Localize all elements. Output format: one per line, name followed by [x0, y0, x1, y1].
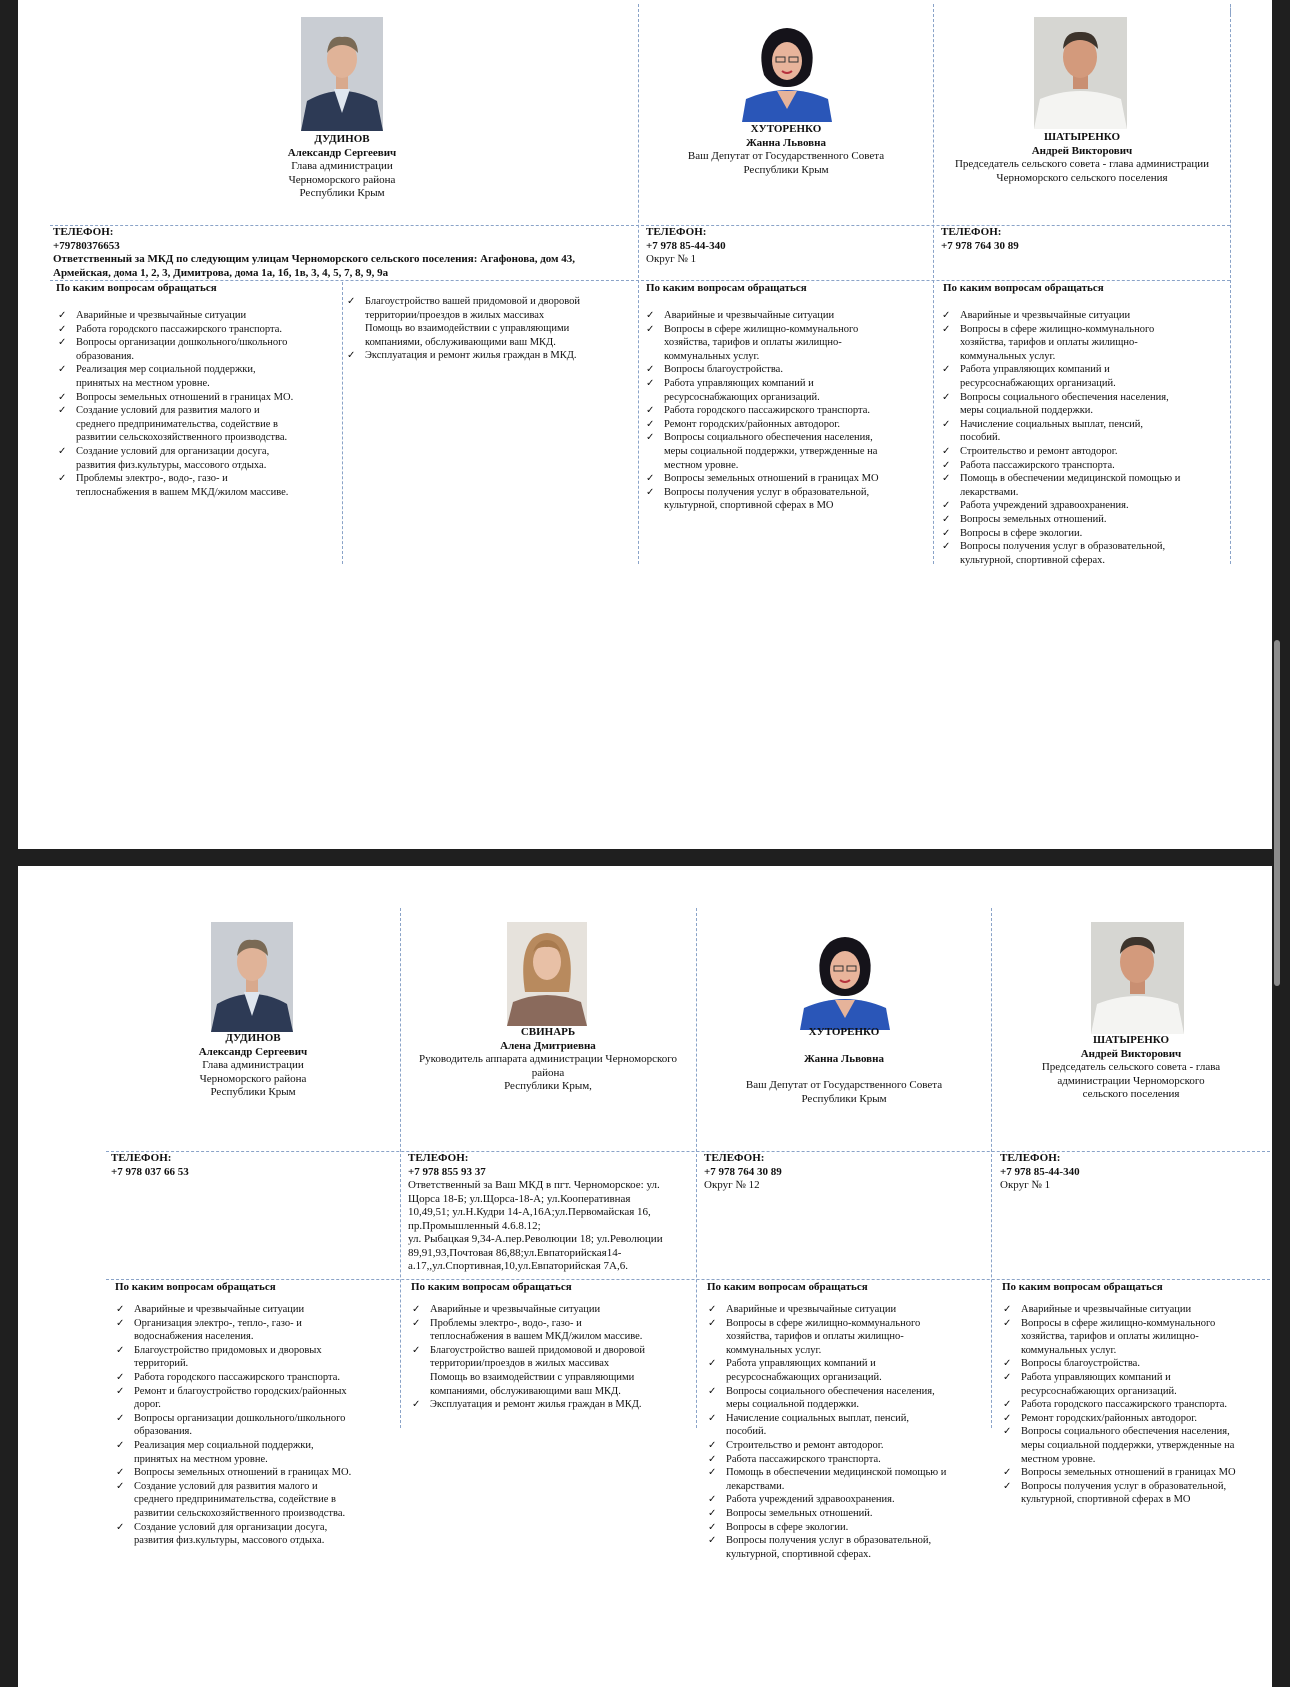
person-surname: ХУТОРЕНКО	[808, 1026, 880, 1038]
list-item-continuation: коммунальных услуг.	[726, 1344, 822, 1356]
person-position: Ваш Депутат от Государственного Совета	[687, 150, 885, 162]
portrait-photo-svinar	[507, 922, 587, 1026]
person-position: Глава администрации	[202, 1059, 304, 1071]
list-item-continuation: хозяйства, тарифов и оплаты жилищно-	[960, 337, 1138, 349]
list-item-continuation: меры социальной поддержки, утвержденные на	[664, 445, 878, 457]
list-item-continuation: образования.	[134, 1426, 193, 1438]
phone-label: ТЕЛЕФОН:	[646, 226, 707, 238]
list-item: ✓ Ремонт городских/районных автодорог.	[644, 418, 932, 432]
list-item: ✓ Вопросы земельных отношений.	[940, 513, 1230, 527]
district-note: Округ № 1	[1000, 1179, 1051, 1191]
person-first-name: Жанна Львовна	[746, 136, 826, 149]
list-item: ✓ Аварийные и чрезвычайные ситуации	[706, 1303, 990, 1317]
list-item-continuation: водоснабжения населения.	[134, 1331, 254, 1343]
contact-note: 89,91,93,Почтовая 86,88;ул.Евпаторийская14-	[408, 1246, 622, 1259]
contact-block	[111, 1152, 397, 1179]
list-item-continuation: развития физ.культуры, массового отдыха.	[76, 459, 267, 471]
list-item-continuation: пособий.	[960, 432, 1001, 444]
list-item-continuation: территории/проездов в жилых массивах	[430, 1358, 610, 1370]
list-item: ✓ Вопросы организации дошкольного/школьного	[56, 336, 341, 350]
list-item-continuation: теплоснабжения в вашем МКД/жилом массиве.	[430, 1331, 643, 1343]
list-item: ✓ Работа управляющих компаний и	[940, 363, 1230, 377]
list-item-continuation: Помощь во взаимодействии с управляющими	[430, 1371, 635, 1383]
questions-list	[644, 309, 932, 513]
list-item: ✓ Аварийные и чрезвычайные ситуации	[114, 1303, 399, 1317]
list-item: ✓ Вопросы в сфере экологии.	[706, 1521, 990, 1535]
list-item: ✓ Реализация мер социальной поддержки,	[56, 363, 341, 377]
list-item: ✓ Вопросы земельных отношений в границах МО	[644, 472, 932, 486]
list-item: ✓ Вопросы земельных отношений.	[706, 1507, 990, 1521]
list-item: ✓ Вопросы в сфере жилищно-коммунального	[706, 1317, 990, 1331]
portrait-photo-khutorenko	[800, 926, 890, 1030]
person-position: Черноморского сельского поселения	[996, 171, 1168, 184]
list-item: ✓ Работа пассажирского транспорта.	[706, 1453, 990, 1467]
questions-list	[114, 1303, 399, 1548]
list-item: ✓ Работа городского пассажирского транспорта.	[1001, 1398, 1271, 1412]
contact-note: 10,49,51; ул.Н.Кудри 14-А,16А;ул.Первомайская 16,	[408, 1206, 651, 1218]
person-card-khutorenko	[700, 1026, 988, 1106]
list-item: ✓ Работа управляющих компаний и	[644, 377, 932, 391]
list-item: ✓ Ремонт и благоустройство городских/районных	[114, 1385, 399, 1399]
district-note: Округ № 1	[646, 253, 697, 265]
person-position: Руководитель аппарата администрации Черноморского	[419, 1053, 677, 1065]
list-item: ✓ Вопросы в сфере жилищно-коммунального	[1001, 1317, 1271, 1331]
document-page-1	[18, 0, 1272, 849]
list-item-continuation: ресурсоснабжающих организаций.	[726, 1371, 882, 1383]
list-item: ✓ Организация электро-, тепло-, газо- и	[114, 1317, 399, 1331]
person-card-khutorenko	[643, 123, 929, 177]
contact-block	[1000, 1152, 1270, 1193]
contact-note: Армейская, дома 1, 2, 3, Димитрова, дома 1а, 1б, 1в, 3, 4, 5, 7, 8, 9, 9а	[53, 266, 389, 279]
person-position: Ваш Депутат от Государственного Совета	[745, 1079, 943, 1091]
list-item: ✓ Работа управляющих компаний и	[1001, 1371, 1271, 1385]
questions-title: По каким вопросам обращаться	[707, 1281, 868, 1293]
questions-list	[706, 1303, 990, 1561]
list-item: ✓ Вопросы получения услуг в образовательной,	[1001, 1480, 1271, 1494]
person-surname: СВИНАРЬ	[520, 1026, 576, 1038]
column-divider	[400, 908, 401, 1428]
questions-list	[56, 309, 341, 499]
person-position: Республики Крым	[743, 163, 829, 176]
portrait-photo-dudinov	[211, 922, 293, 1032]
questions-list	[345, 295, 635, 363]
list-item: ✓ Работа пассажирского транспорта.	[940, 459, 1230, 473]
person-position: Республики Крым	[210, 1086, 296, 1098]
list-item-continuation: местном уровне.	[1021, 1453, 1096, 1465]
contact-block	[704, 1152, 988, 1193]
person-position: администрации Черноморского	[1057, 1074, 1205, 1087]
person-position: Черноморского района	[199, 1072, 307, 1085]
column-divider	[342, 282, 343, 564]
portrait-photo-khutorenko	[742, 17, 832, 122]
person-first-name: Андрей Викторович	[1080, 1047, 1182, 1060]
list-item: ✓ Создание условий для развития малого и	[114, 1480, 399, 1494]
contact-block	[53, 226, 638, 280]
list-item: ✓ Благоустройство придомовых и дворовых	[114, 1344, 399, 1358]
person-surname: ХУТОРЕНКО	[750, 123, 822, 135]
list-item: ✓ Вопросы в сфере жилищно-коммунального	[644, 323, 932, 337]
questions-list	[410, 1303, 695, 1412]
list-item-continuation: ресурсоснабжающих организаций.	[960, 377, 1116, 389]
phone-label: ТЕЛЕФОН:	[408, 1152, 469, 1164]
list-item-continuation: среднего предпринимательства, содействие в	[76, 418, 278, 430]
list-item: ✓ Аварийные и чрезвычайные ситуации	[644, 309, 932, 323]
column-divider	[638, 4, 639, 564]
list-item: ✓ Помощь в обеспечении медицинской помощью и	[940, 472, 1230, 486]
list-item-continuation: лекарствами.	[726, 1480, 785, 1492]
row-divider	[50, 280, 1230, 281]
column-divider	[696, 908, 697, 1428]
person-first-name: Александр Сергеевич	[287, 146, 397, 159]
person-card-shatyrenko	[995, 1034, 1267, 1102]
questions-title: По каким вопросам обращаться	[943, 282, 1104, 294]
list-item: ✓ Вопросы социального обеспечения населения,	[1001, 1425, 1271, 1439]
list-item: ✓ Начисление социальных выплат, пенсий,	[706, 1412, 990, 1426]
list-item: ✓ Эксплуатация и ремонт жилья граждан в МКД.	[345, 349, 635, 363]
portrait-photo-dudinov	[301, 17, 383, 131]
district-note: Округ № 12	[704, 1179, 760, 1191]
list-item: ✓ Создание условий для организации досуга,	[56, 445, 341, 459]
list-item: ✓ Аварийные и чрезвычайные ситуации	[56, 309, 341, 323]
list-item: ✓ Аварийные и чрезвычайные ситуации	[410, 1303, 695, 1317]
list-item: ✓ Вопросы получения услуг в образовательной,	[940, 540, 1230, 554]
list-item: ✓ Вопросы в сфере экологии.	[940, 527, 1230, 541]
contact-block	[646, 226, 930, 267]
list-item: ✓ Вопросы организации дошкольного/школьного	[114, 1412, 399, 1426]
list-item-continuation: меры социальной поддержки, утвержденные на	[1021, 1439, 1235, 1451]
list-item-continuation: принятых на местном уровне.	[134, 1453, 268, 1465]
list-item: ✓ Вопросы получения услуг в образовательной,	[644, 486, 932, 500]
list-item-continuation: теплоснабжения в вашем МКД/жилом массиве.	[76, 486, 289, 498]
phone-number[interactable]: +7 978 855 93 37	[408, 1165, 486, 1178]
list-item-continuation: коммунальных услуг.	[664, 350, 760, 362]
list-item-continuation: пособий.	[726, 1426, 767, 1438]
person-position: сельского поселения	[1082, 1088, 1180, 1100]
list-item: ✓ Строительство и ремонт автодорог.	[940, 445, 1230, 459]
person-surname: ДУДИНОВ	[225, 1032, 281, 1044]
person-position: Республики Крым	[801, 1092, 887, 1105]
questions-title: По каким вопросам обращаться	[411, 1281, 572, 1293]
list-item: ✓ Вопросы благоустройства.	[1001, 1357, 1271, 1371]
list-item: ✓ Строительство и ремонт автодорог.	[706, 1439, 990, 1453]
list-item: ✓ Вопросы благоустройства.	[644, 363, 932, 377]
list-item-continuation: дорог.	[134, 1399, 161, 1411]
column-divider	[933, 4, 934, 564]
list-item-continuation: развития физ.культуры, массового отдыха.	[134, 1535, 325, 1547]
phone-number[interactable]: +7 978 85-44-340	[1000, 1165, 1080, 1178]
person-position: Глава администрации	[291, 160, 393, 172]
list-item-continuation: коммунальных услуг.	[960, 350, 1056, 362]
list-item: ✓ Создание условий для организации досуга,	[114, 1521, 399, 1535]
person-first-name: Жанна Львовна	[804, 1052, 884, 1065]
list-item-continuation: местном уровне.	[664, 459, 739, 471]
person-first-name: Алена Дмитриевна	[500, 1039, 596, 1052]
portrait-photo-shatyrenko	[1034, 17, 1127, 129]
list-item-continuation: меры социальной поддержки.	[960, 405, 1094, 417]
list-item-continuation: ресурсоснабжающих организаций.	[1021, 1385, 1177, 1397]
list-item: ✓ Благоустройство вашей придомовой и дворовой	[410, 1344, 695, 1358]
contact-block	[408, 1152, 694, 1274]
person-position: Республики Крым	[299, 187, 385, 199]
contact-note: Щорса 18-Б; ул.Щорса-18-А; ул.Кооперативная	[408, 1192, 631, 1205]
list-item: ✓ Аварийные и чрезвычайные ситуации	[940, 309, 1230, 323]
questions-list	[940, 309, 1230, 567]
list-item: ✓ Аварийные и чрезвычайные ситуации	[1001, 1303, 1271, 1317]
list-item-continuation: развитии сельскохозяйственного производства.	[76, 432, 288, 444]
questions-title: По каким вопросам обращаться	[1002, 1281, 1163, 1293]
list-item: ✓ Проблемы электро-, водо-, газо- и	[56, 472, 341, 486]
phone-number[interactable]: +7 978 85-44-340	[646, 239, 726, 252]
list-item-continuation: компаниями, обслуживающими ваш МКД.	[430, 1385, 621, 1397]
list-item: ✓ Работа городского пассажирского транспорта.	[56, 323, 341, 337]
list-item-continuation: меры социальной поддержки.	[726, 1399, 860, 1411]
list-item-continuation: территорий.	[134, 1358, 189, 1370]
contact-block	[941, 226, 1225, 253]
list-item: ✓ Эксплуатация и ремонт жилья граждан в МКД.	[410, 1398, 695, 1412]
phone-label: ТЕЛЕФОН:	[704, 1152, 765, 1164]
phone-label: ТЕЛЕФОН:	[941, 226, 1002, 238]
phone-label: ТЕЛЕФОН:	[111, 1152, 172, 1164]
column-divider	[991, 908, 992, 1428]
person-first-name: Александр Сергеевич	[198, 1045, 308, 1058]
person-card-dudinov	[108, 1032, 398, 1100]
list-item: ✓ Вопросы социального обеспечения населения,	[644, 431, 932, 445]
contact-note: Ответственный за МКД по следующим улицам Черноморского сельского поселения: Агафонова, дом 43,	[53, 253, 576, 265]
questions-list	[1001, 1303, 1271, 1507]
list-item-continuation: территории/проездов в жилых массивах	[365, 309, 545, 321]
list-item-continuation: хозяйства, тарифов и оплаты жилищно-	[726, 1331, 904, 1343]
phone-number[interactable]: +7 978 037 66 53	[111, 1165, 189, 1178]
questions-title: По каким вопросам обращаться	[115, 1281, 276, 1293]
contact-note: Ответственный за Ваш МКД в пгт. Черноморское: ул.	[408, 1179, 660, 1191]
phone-number[interactable]: +7 978 764 30 89	[704, 1165, 782, 1178]
contact-note: пр.Промышленный 4.6.8.12;	[408, 1219, 541, 1232]
person-position: района	[531, 1066, 565, 1079]
phone-number[interactable]: +7 978 764 30 89	[941, 239, 1019, 252]
phone-number[interactable]: +79780376653	[53, 239, 120, 252]
questions-title: По каким вопросам обращаться	[646, 282, 807, 294]
list-item-continuation: компаниями, обслуживающими ваш МКД.	[365, 336, 556, 348]
list-item: ✓ Вопросы земельных отношений в границах МО.	[56, 391, 341, 405]
person-position: Председатель сельского совета - глава администрации	[954, 158, 1210, 170]
list-item-continuation: принятых на местном уровне.	[76, 377, 210, 389]
list-item: ✓ Работа учреждений здравоохранения.	[940, 499, 1230, 513]
vertical-scrollbar[interactable]	[1274, 640, 1280, 986]
list-item: ✓ Проблемы электро-, водо-, газо- и	[410, 1317, 695, 1331]
row-divider	[106, 1279, 1270, 1280]
questions-title: По каким вопросам обращаться	[56, 282, 217, 294]
person-position: Председатель сельского совета - глава	[1041, 1061, 1221, 1073]
person-position: Черноморского района	[288, 173, 396, 186]
list-item: ✓ Вопросы социального обеспечения населения,	[706, 1385, 990, 1399]
list-item: ✓ Работа городского пассажирского транспорта.	[644, 404, 932, 418]
list-item-continuation: образования.	[76, 350, 135, 362]
list-item: ✓ Вопросы земельных отношений в границах МО	[1001, 1466, 1271, 1480]
column-divider	[1230, 4, 1231, 564]
list-item: ✓ Работа городского пассажирского транспорта.	[114, 1371, 399, 1385]
person-first-name: Андрей Викторович	[1031, 144, 1133, 157]
list-item-continuation: культурной, спортивной сферах в МО	[664, 500, 834, 512]
person-surname: ШАТЫРЕНКО	[1092, 1034, 1170, 1046]
person-position: Республики Крым,	[504, 1080, 592, 1092]
portrait-photo-shatyrenko	[1091, 922, 1184, 1034]
list-item-continuation: культурной, спортивной сферах в МО	[1021, 1494, 1191, 1506]
list-item: ✓ Создание условий для развития малого и	[56, 404, 341, 418]
person-card-shatyrenko	[937, 131, 1227, 185]
list-item-continuation: коммунальных услуг.	[1021, 1344, 1117, 1356]
person-surname: ДУДИНОВ	[314, 133, 370, 145]
list-item: ✓ Реализация мер социальной поддержки,	[114, 1439, 399, 1453]
list-item: ✓ Вопросы земельных отношений в границах МО.	[114, 1466, 399, 1480]
list-item-continuation: культурной, спортивной сферах.	[960, 554, 1106, 566]
list-item-continuation: среднего предпринимательства, содействие в	[134, 1494, 336, 1506]
contact-note: а.17,,ул.Спортивная,10,ул.Евпаторийская 7А,6.	[408, 1260, 628, 1272]
document-page-2	[18, 866, 1272, 1687]
list-item-continuation: культурной, спортивной сферах.	[726, 1548, 872, 1560]
phone-label: ТЕЛЕФОН:	[1000, 1152, 1061, 1164]
list-item: ✓ Работа управляющих компаний и	[706, 1357, 990, 1371]
list-item: ✓ Вопросы в сфере жилищно-коммунального	[940, 323, 1230, 337]
list-item: ✓ Благоустройство вашей придомовой и дворовой	[345, 295, 635, 309]
list-item-continuation: развитии сельскохозяйственного производства.	[134, 1507, 346, 1519]
list-item-continuation: хозяйства, тарифов и оплаты жилищно-	[664, 337, 842, 349]
list-item: ✓ Начисление социальных выплат, пенсий,	[940, 418, 1230, 432]
list-item: ✓ Работа учреждений здравоохранения.	[706, 1493, 990, 1507]
person-surname: ШАТЫРЕНКО	[1043, 131, 1121, 143]
list-item-continuation: хозяйства, тарифов и оплаты жилищно-	[1021, 1331, 1199, 1343]
list-item-continuation: ресурсоснабжающих организаций.	[664, 391, 820, 403]
list-item: ✓ Ремонт городских/районных автодорог.	[1001, 1412, 1271, 1426]
person-card-svinar	[403, 1026, 693, 1094]
phone-label: ТЕЛЕФОН:	[53, 226, 114, 238]
person-card-dudinov	[202, 133, 482, 201]
list-item: ✓ Вопросы социального обеспечения населения,	[940, 391, 1230, 405]
list-item: ✓ Помощь в обеспечении медицинской помощью и	[706, 1466, 990, 1480]
list-item-continuation: лекарствами.	[960, 486, 1019, 498]
list-item-continuation: Помощь во взаимодействии с управляющими	[365, 323, 570, 335]
contact-note: ул. Рыбацкая 9,34-А.пер.Революции 18; ул.Революции	[408, 1233, 663, 1245]
list-item: ✓ Вопросы получения услуг в образовательной,	[706, 1534, 990, 1548]
